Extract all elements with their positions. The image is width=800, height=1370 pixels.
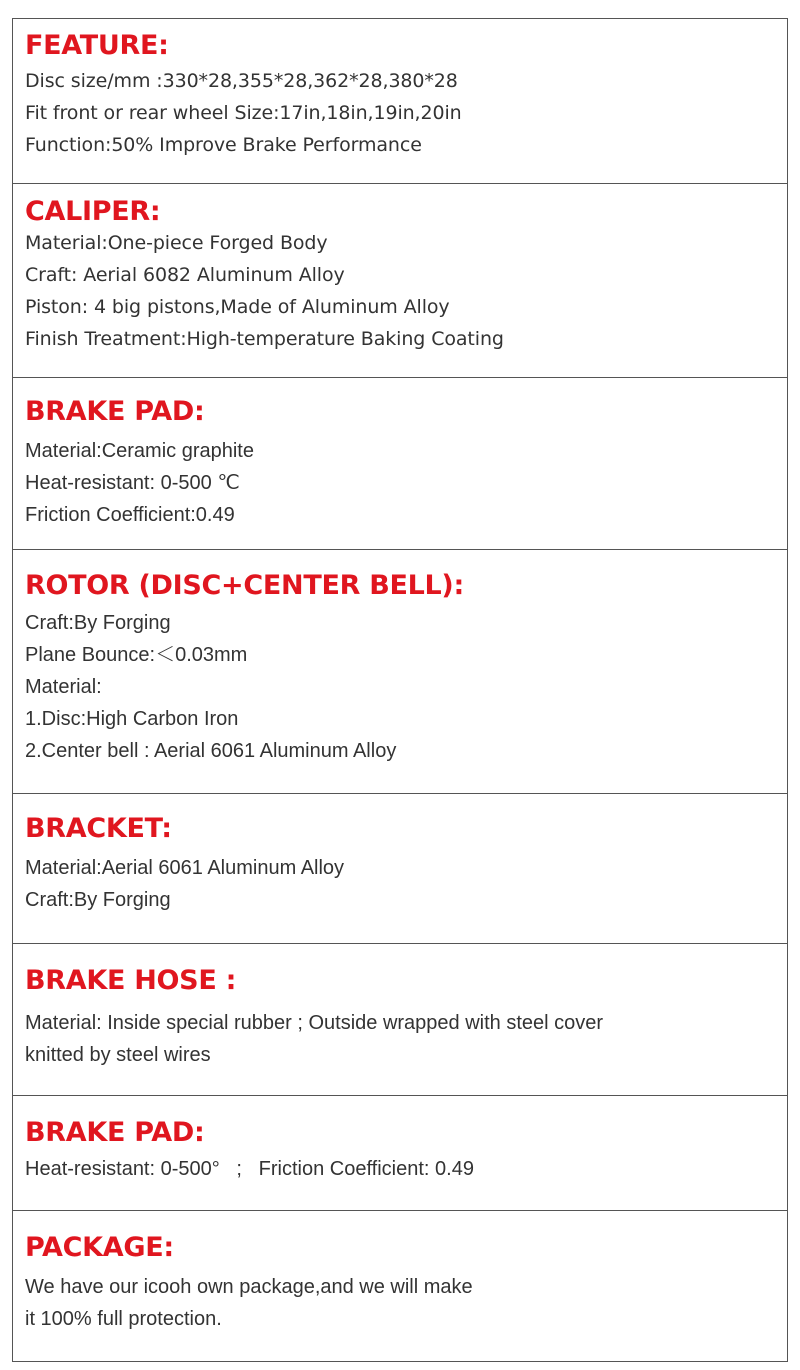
section-title: BRAKE PAD:: [25, 396, 205, 427]
section-rotor: [13, 550, 787, 794]
spec-line: Material:One-piece Forged Body: [25, 232, 328, 254]
spec-line: Material:: [25, 676, 102, 698]
spec-line: Disc size/mm :330*28,355*28,362*28,380*28: [25, 70, 458, 92]
spec-line: it 100% full protection.: [25, 1308, 222, 1330]
spec-line: Function:50% Improve Brake Performance: [25, 134, 422, 156]
spec-line: We have our icooh own package,and we will make: [25, 1276, 473, 1298]
spec-line: 1.Disc:High Carbon Iron: [25, 708, 239, 730]
spec-line: Heat-resistant: 0-500 ℃: [25, 472, 240, 494]
section-title: BRAKE HOSE :: [25, 965, 237, 996]
spec-line: 2.Center bell : Aerial 6061 Aluminum Alloy: [25, 740, 397, 762]
spec-line: Material:Ceramic graphite: [25, 440, 254, 462]
section-brake-pad-2: [13, 1096, 787, 1211]
section-title: ROTOR (DISC+CENTER BELL):: [25, 570, 464, 601]
spec-line: Plane Bounce:＜0.03mm: [25, 644, 248, 666]
section-title: PACKAGE:: [25, 1232, 174, 1263]
section-title: BRACKET:: [25, 813, 172, 844]
spec-table: [12, 18, 788, 1362]
section-title: BRAKE PAD:: [25, 1117, 205, 1148]
section-title: CALIPER:: [25, 196, 161, 227]
spec-line: Friction Coefficient:0.49: [25, 504, 235, 526]
section-title: FEATURE:: [25, 30, 169, 61]
spec-line: Finish Treatment:High-temperature Baking Coating: [25, 328, 504, 350]
spec-line: Craft: Aerial 6082 Aluminum Alloy: [25, 264, 345, 286]
spec-line: Piston: 4 big pistons,Made of Aluminum Alloy: [25, 296, 450, 318]
section-brake-pad: [13, 378, 787, 550]
spec-line: knitted by steel wires: [25, 1044, 211, 1066]
spec-line: Craft:By Forging: [25, 889, 171, 911]
spec-line: Craft:By Forging: [25, 612, 171, 634]
spec-line: Material: Inside special rubber ; Outside wrapped with steel cover: [25, 1012, 604, 1034]
section-feature: [13, 19, 787, 184]
spec-line: Fit front or rear wheel Size:17in,18in,19in,20in: [25, 102, 462, 124]
section-bracket: [13, 794, 787, 944]
spec-line: Material:Aerial 6061 Aluminum Alloy: [25, 857, 345, 879]
section-brake-hose: [13, 944, 787, 1096]
section-package: [13, 1211, 787, 1361]
spec-line: Heat-resistant: 0-500° ; Friction Coefficient: 0.49: [25, 1158, 474, 1180]
section-caliper: [13, 184, 787, 378]
